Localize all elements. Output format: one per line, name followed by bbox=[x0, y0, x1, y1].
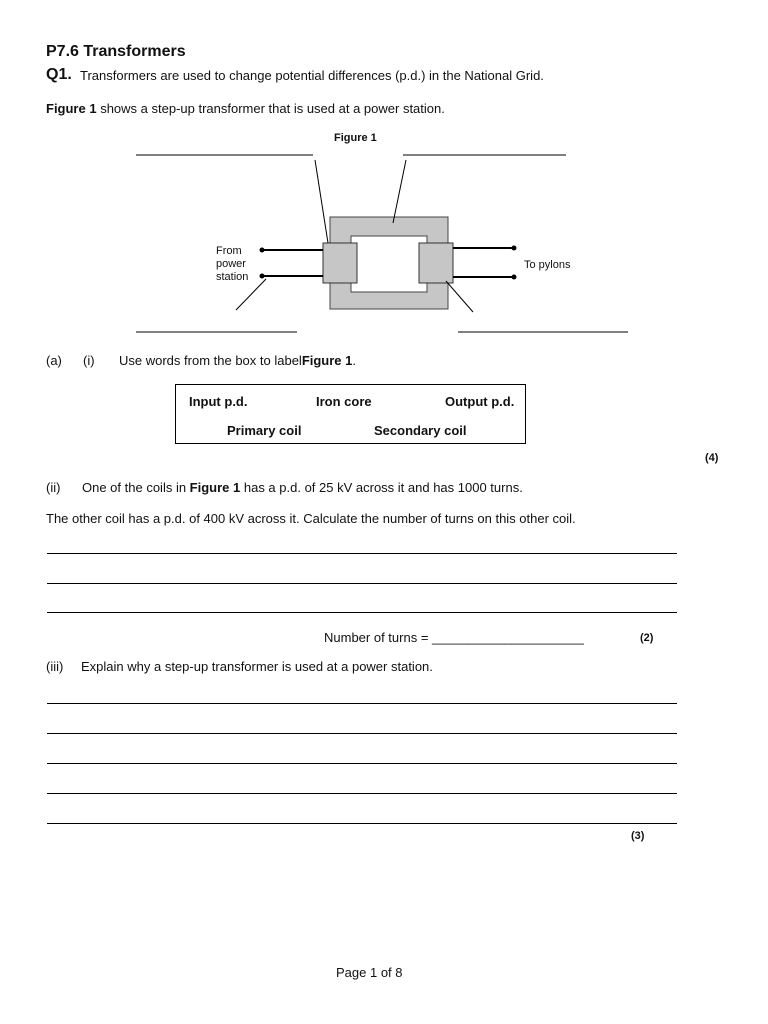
figure-title: Figure 1 bbox=[334, 132, 377, 144]
part-a-i-text: Use words from the box to labelFigure 1. bbox=[119, 353, 357, 368]
word-input-pd: Input p.d. bbox=[189, 394, 248, 409]
number-of-turns-answer[interactable]: Number of turns = _____________________ bbox=[324, 630, 584, 645]
answer-line[interactable] bbox=[47, 763, 677, 764]
output-terminal-top bbox=[512, 246, 517, 251]
label-to-pylons: To pylons bbox=[524, 259, 571, 271]
answer-line[interactable] bbox=[47, 733, 677, 734]
figure-intro-text: shows a step-up transformer that is used at a power station. bbox=[96, 101, 445, 116]
transformer-diagram bbox=[0, 0, 768, 360]
part-i-number: (i) bbox=[83, 353, 95, 368]
answer-line[interactable] bbox=[47, 612, 677, 613]
word-secondary-coil: Secondary coil bbox=[374, 423, 467, 438]
part-ii-line2: The other coil has a p.d. of 400 kV across it. Calculate the number of turns on this other coil. bbox=[46, 511, 576, 526]
part-ii-number: (ii) bbox=[46, 480, 61, 495]
pointer-top-left bbox=[315, 160, 328, 243]
input-terminal-top bbox=[260, 248, 265, 253]
answer-line[interactable] bbox=[47, 823, 677, 824]
part-iii-text: (iii) Explain why a step-up transformer is used at a power station. bbox=[46, 659, 433, 674]
part-iii-number: (iii) bbox=[46, 659, 64, 674]
part-ii-text: (ii) One of the coils in Figure 1 has a p.d. of 25 kV across it and has 1000 turns. bbox=[46, 480, 523, 495]
marks-part-iii: (3) bbox=[631, 830, 645, 842]
primary-coil bbox=[323, 243, 357, 283]
pointer-top-right bbox=[393, 160, 406, 223]
part-a-number: (a) bbox=[46, 353, 62, 368]
input-terminal-bottom bbox=[260, 274, 265, 279]
page-title: P7.6 Transformers bbox=[46, 43, 186, 60]
secondary-coil bbox=[419, 243, 453, 283]
word-box bbox=[175, 384, 526, 444]
answer-line[interactable] bbox=[47, 553, 677, 554]
word-output-pd: Output p.d. bbox=[445, 394, 515, 409]
answer-line[interactable] bbox=[47, 703, 677, 704]
figure-ref: Figure 1 bbox=[46, 101, 97, 116]
question-intro: Transformers are used to change potential differences (p.d.) in the National Grid. bbox=[80, 68, 544, 83]
label-from-power-station: From power station bbox=[216, 245, 249, 283]
part-a-i bbox=[46, 353, 356, 368]
pointer-bottom-right bbox=[446, 281, 473, 312]
marks-part-i: (4) bbox=[705, 452, 719, 464]
output-terminal-bottom bbox=[512, 275, 517, 280]
word-iron-core: Iron core bbox=[316, 394, 372, 409]
word-primary-coil: Primary coil bbox=[227, 423, 302, 438]
marks-part-ii: (2) bbox=[640, 632, 654, 644]
answer-line[interactable] bbox=[47, 583, 677, 584]
answer-line[interactable] bbox=[47, 793, 677, 794]
page-number: Page 1 of 8 bbox=[336, 965, 403, 980]
question-number: Q1. bbox=[46, 66, 72, 83]
